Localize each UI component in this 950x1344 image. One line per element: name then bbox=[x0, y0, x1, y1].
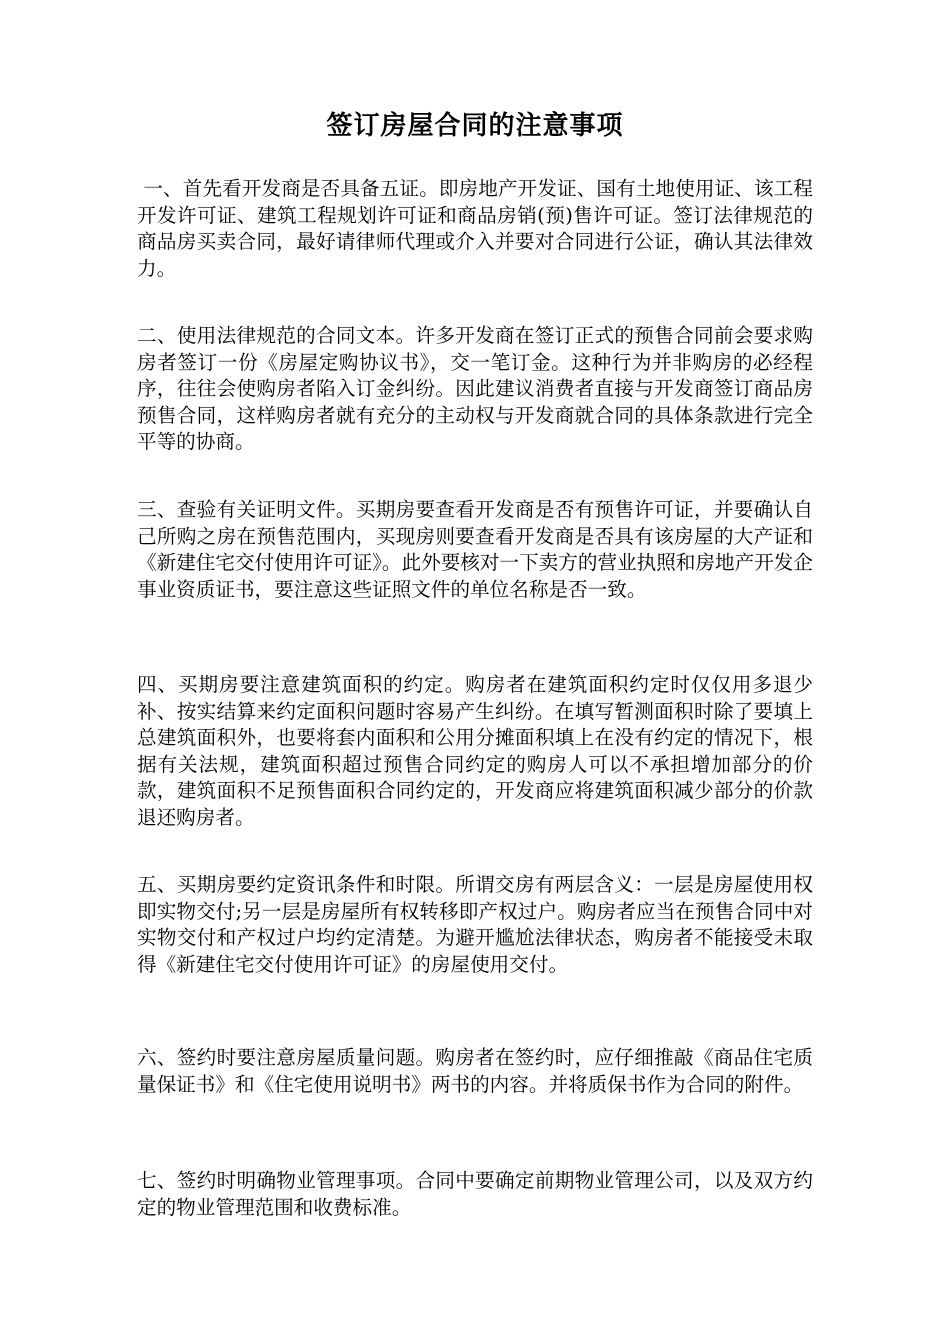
paragraph-4: 四、买期房要注意建筑面积的约定。购房者在建筑面积约定时仅仅用多退少补、按实结算来约定面积问题时容易产生纠纷。在填写暂测面积时除了要填上总建筑面积外，也要将套内面积和公用分摊面积填上在没有约定的情况下，根据有关法规，建筑面积超过预售合同约定的购房人可以不承担增加部分的价款，建筑面积不足预售面积合同约定的，开发商应将建筑面积减少部分的价款退还购房者。 bbox=[137, 673, 813, 829]
paragraph-2: 二、使用法律规范的合同文本。许多开发商在签订正式的预售合同前会要求购房者签订一份《房屋定购协议书》，交一笔订金。这种行为并非购房的必经程序，往往会使购房者陷入订金纠纷。因此建议消费者直接与开发商签订商品房预售合同，这样购房者就有充分的主动权与开发商就合同的具体条款进行完全平等的协商。 bbox=[137, 324, 813, 454]
paragraph-6: 六、签约时要注意房屋质量问题。购房者在签约时，应仔细推敲《商品住宅质量保证书》和《住宅使用说明书》两书的内容。并将质保书作为合同的附件。 bbox=[137, 1046, 813, 1096]
document-title: 签订房屋合同的注意事项 bbox=[326, 111, 624, 141]
paragraph-7: 七、签约时明确物业管理事项。合同中要确定前期物业管理公司，以及双方约定的物业管理范围和收费标准。 bbox=[137, 1169, 813, 1219]
paragraph-3: 三、查验有关证明文件。买期房要查看开发商是否有预售许可证，并要确认自己所购之房在预售范围内，买现房则要查看开发商是否具有该房屋的大产证和《新建住宅交付使用许可证》。此外要核对一下卖方的营业执照和房地产开发企事业资质证书，要注意这些证照文件的单位名称是否一致。 bbox=[137, 498, 813, 601]
paragraph-1: 一、首先看开发商是否具备五证。即房地产开发证、国有土地使用证、该工程开发许可证、建筑工程规划许可证和商品房销(预)售许可证。签订法律规范的商品房买卖合同，最好请律师代理或介入并要对合同进行公证，确认其法律效力。 bbox=[137, 177, 814, 280]
paragraph-5: 五、买期房要约定资讯条件和时限。所谓交房有两层含义：一层是房屋使用权即实物交付;另一层是房屋所有权转移即产权过户。购房者应当在预售合同中对实物交付和产权过户均约定清楚。为避开尴尬法律状态，购房者不能接受未取得《新建住宅交付使用许可证》的房屋使用交付。 bbox=[137, 873, 813, 976]
